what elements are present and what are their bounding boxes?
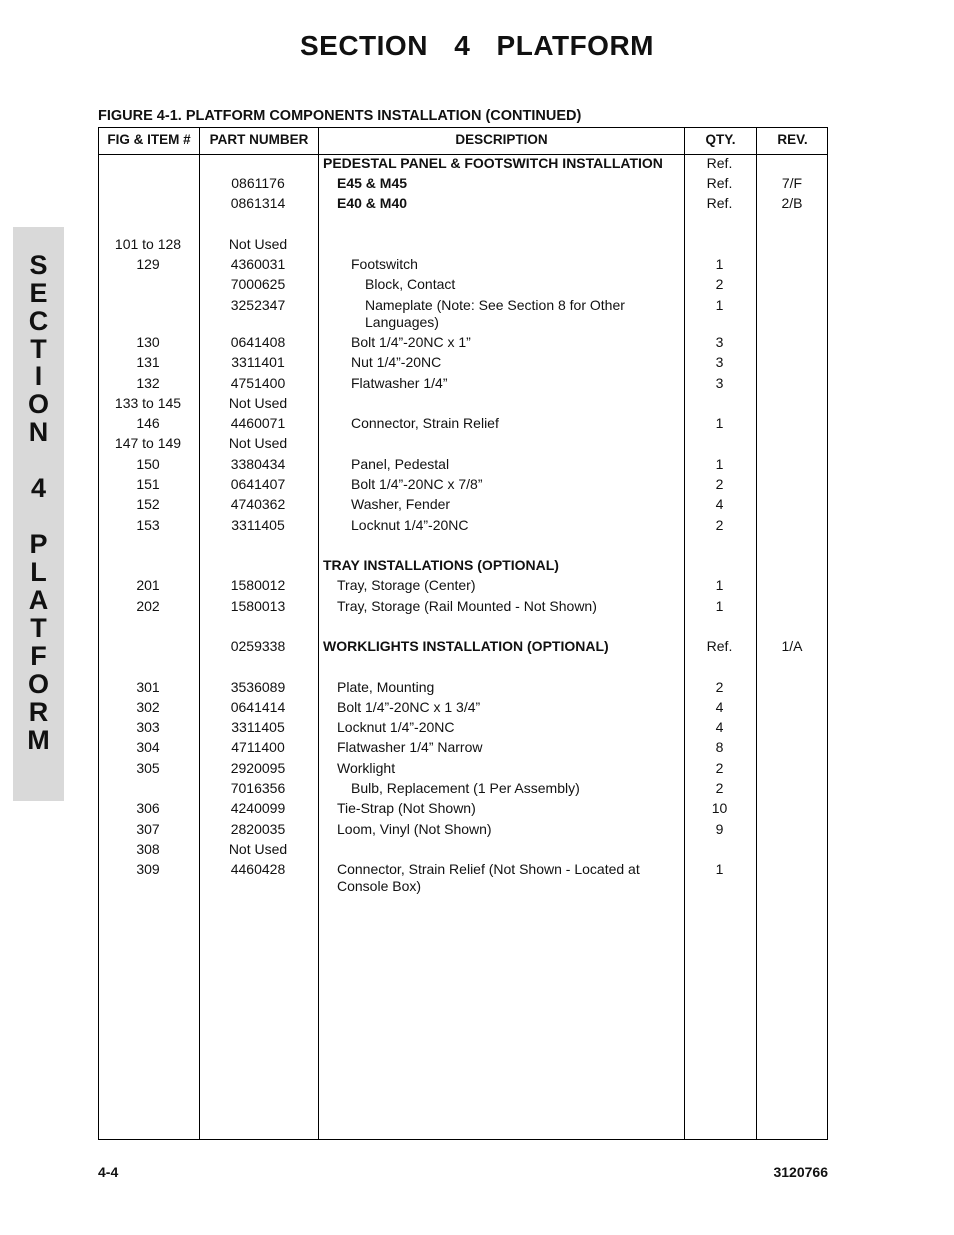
row-part-number: 3311401 — [231, 354, 285, 370]
document-number: 3120766 — [773, 1164, 828, 1180]
side-tab-letter: L — [30, 557, 47, 587]
row-description: WORKLIGHTS INSTALLATION (OPTIONAL) — [323, 638, 609, 654]
row-qty: 3 — [715, 334, 724, 350]
row-fig-item: 153 — [136, 517, 160, 533]
row-fig-item: 101 to 128 — [114, 236, 182, 252]
header-fig-item: FIG & ITEM # — [107, 132, 191, 147]
row-description: Tie-Strap (Not Shown) — [337, 800, 476, 816]
row-part-number: 4740362 — [230, 496, 286, 512]
row-fig-item: 131 — [136, 354, 160, 370]
row-description: TRAY INSTALLATIONS (OPTIONAL) — [323, 557, 559, 573]
row-fig-item: 130 — [136, 334, 160, 350]
row-description: Locknut 1/4”-20NC — [351, 517, 469, 533]
row-description: Washer, Fender — [351, 496, 451, 512]
row-description: Connector, Strain Relief — [351, 415, 499, 431]
section-side-tab — [13, 227, 64, 801]
row-part-number: 1580012 — [230, 577, 286, 593]
side-tab-letter: F — [30, 641, 47, 671]
row-qty: 1 — [715, 415, 724, 431]
row-qty: 3 — [715, 354, 724, 370]
row-description: Flatwasher 1/4” Narrow — [337, 739, 483, 755]
row-qty: 2 — [715, 679, 724, 695]
row-description: Worklight — [337, 760, 396, 776]
row-fig-item: 150 — [136, 456, 160, 472]
row-part-number: 4240099 — [230, 800, 286, 816]
header-part-number: PART NUMBER — [209, 132, 309, 147]
row-fig-item: 129 — [136, 256, 160, 272]
row-fig-item: 309 — [136, 861, 160, 877]
row-part-number: 0259338 — [230, 638, 286, 654]
side-tab-letter: I — [34, 361, 43, 391]
row-part-number: 4751400 — [230, 375, 286, 391]
row-description: Panel, Pedestal — [351, 456, 450, 472]
page-number: 4-4 — [98, 1164, 119, 1180]
row-description: Connector, Strain Relief (Not Shown - Located at Console Box) — [337, 861, 640, 894]
row-qty: 1 — [715, 598, 724, 614]
row-description: Plate, Mounting — [337, 679, 435, 695]
figure-title: FIGURE 4-1. PLATFORM COMPONENTS INSTALLATION (CONTINUED) — [98, 108, 582, 124]
row-qty: 10 — [711, 800, 728, 816]
side-tab-letter: S — [29, 250, 48, 280]
row-rev: 2/B — [781, 195, 803, 211]
row-fig-item: 147 to 149 — [114, 435, 182, 451]
header-qty: QTY. — [705, 132, 736, 147]
row-part-number: 0861176 — [231, 175, 285, 191]
row-part-number: 4460071 — [230, 415, 286, 431]
header-description: DESCRIPTION — [455, 132, 548, 147]
side-tab-letter: C — [28, 306, 49, 336]
row-qty: Ref. — [706, 195, 733, 211]
row-fig-item: 152 — [136, 496, 160, 512]
row-part-number: 1580013 — [230, 598, 286, 614]
row-fig-item: 132 — [136, 375, 160, 391]
row-fig-item: 304 — [136, 739, 160, 755]
side-tab-letter: M — [27, 725, 50, 755]
row-qty: 1 — [715, 577, 724, 593]
row-part-number: 0641407 — [230, 476, 286, 492]
row-part-number: 0861314 — [230, 195, 286, 211]
row-qty: Ref. — [706, 175, 733, 191]
row-description: Bulb, Replacement (1 Per Assembly) — [351, 780, 580, 796]
row-description: Footswitch — [351, 256, 418, 272]
side-tab-letter: 4 — [30, 473, 47, 503]
row-fig-item: 146 — [136, 415, 160, 431]
row-qty: 1 — [715, 456, 724, 472]
row-part-number: 4460428 — [230, 861, 286, 877]
row-part-number: 0641414 — [230, 699, 286, 715]
row-qty: 4 — [715, 699, 724, 715]
row-description: PEDESTAL PANEL & FOOTSWITCH INSTALLATION — [323, 155, 663, 171]
row-description: Nut 1/4”-20NC — [351, 354, 442, 370]
side-tab-letter: T — [30, 334, 47, 364]
row-qty: 4 — [715, 719, 724, 735]
row-description: Block, Contact — [365, 276, 456, 292]
row-part-number: 7016356 — [230, 780, 286, 796]
column-divider — [756, 128, 757, 1139]
row-fig-item: 202 — [136, 598, 160, 614]
row-qty: 3 — [715, 375, 724, 391]
row-part-number: Not Used — [228, 841, 288, 857]
row-qty: Ref. — [706, 638, 733, 654]
column-divider — [318, 128, 319, 1139]
side-tab-letter: E — [29, 278, 48, 308]
row-description: Flatwasher 1/4” — [351, 375, 448, 391]
row-description: Bolt 1/4”-20NC x 7/8” — [351, 476, 483, 492]
row-fig-item: 303 — [136, 719, 160, 735]
row-part-number: 3380434 — [230, 456, 286, 472]
side-tab-letter: N — [28, 417, 49, 447]
row-description: Bolt 1/4”-20NC x 1 3/4” — [337, 699, 481, 715]
side-tab-letter: A — [28, 585, 49, 615]
row-description: Tray, Storage (Center) — [337, 577, 476, 593]
row-qty: 1 — [715, 256, 724, 272]
row-qty: 1 — [715, 297, 724, 313]
row-part-number: 4360031 — [230, 256, 286, 272]
row-description: Nameplate (Note: See Section 8 for Other Languages) — [365, 297, 625, 330]
row-qty: 2 — [715, 517, 724, 533]
row-qty: 2 — [715, 760, 724, 776]
row-part-number: 4711400 — [231, 739, 285, 755]
row-qty: 9 — [715, 821, 724, 837]
side-tab-letter: P — [29, 529, 48, 559]
row-fig-item: 302 — [136, 699, 160, 715]
row-part-number: 2820035 — [230, 821, 286, 837]
row-description: E40 & M40 — [337, 195, 408, 211]
row-fig-item: 133 to 145 — [114, 395, 182, 411]
row-rev: 7/F — [781, 175, 803, 191]
row-qty: 2 — [715, 476, 724, 492]
row-qty: 8 — [715, 739, 724, 755]
row-part-number: Not Used — [228, 395, 288, 411]
row-description: E45 & M45 — [337, 175, 408, 191]
side-tab-letter: R — [28, 697, 49, 727]
section-title: SECTION 4 PLATFORM — [299, 30, 655, 61]
side-tab-letter: O — [27, 389, 49, 419]
row-part-number: 3311405 — [231, 719, 285, 735]
row-qty: 1 — [715, 861, 724, 877]
row-qty: 2 — [715, 780, 724, 796]
row-fig-item: 201 — [136, 577, 160, 593]
row-qty: Ref. — [706, 155, 733, 171]
row-fig-item: 151 — [136, 476, 160, 492]
row-qty: 4 — [715, 496, 724, 512]
row-description: Locknut 1/4”-20NC — [337, 719, 455, 735]
row-description: Loom, Vinyl (Not Shown) — [337, 821, 492, 837]
row-description: Tray, Storage (Rail Mounted - Not Shown) — [337, 598, 597, 614]
row-part-number: 3252347 — [230, 297, 286, 313]
row-qty: 2 — [715, 276, 724, 292]
row-fig-item: 308 — [136, 841, 160, 857]
row-rev: 1/A — [781, 638, 803, 654]
row-part-number: 3311405 — [231, 517, 285, 533]
side-tab-letter: T — [30, 613, 47, 643]
row-fig-item: 305 — [136, 760, 160, 776]
row-part-number: 7000625 — [230, 276, 286, 292]
header-rev: REV. — [777, 132, 808, 147]
row-part-number: 0641408 — [230, 334, 286, 350]
row-part-number: 3536089 — [230, 679, 286, 695]
row-fig-item: 306 — [136, 800, 160, 816]
side-tab-letter: O — [27, 669, 49, 699]
row-fig-item: 307 — [136, 821, 160, 837]
row-part-number: Not Used — [228, 236, 288, 252]
row-part-number: 2920095 — [230, 760, 286, 776]
row-fig-item: 301 — [136, 679, 160, 695]
row-part-number: Not Used — [228, 435, 288, 451]
row-description: Bolt 1/4”-20NC x 1” — [351, 334, 471, 350]
